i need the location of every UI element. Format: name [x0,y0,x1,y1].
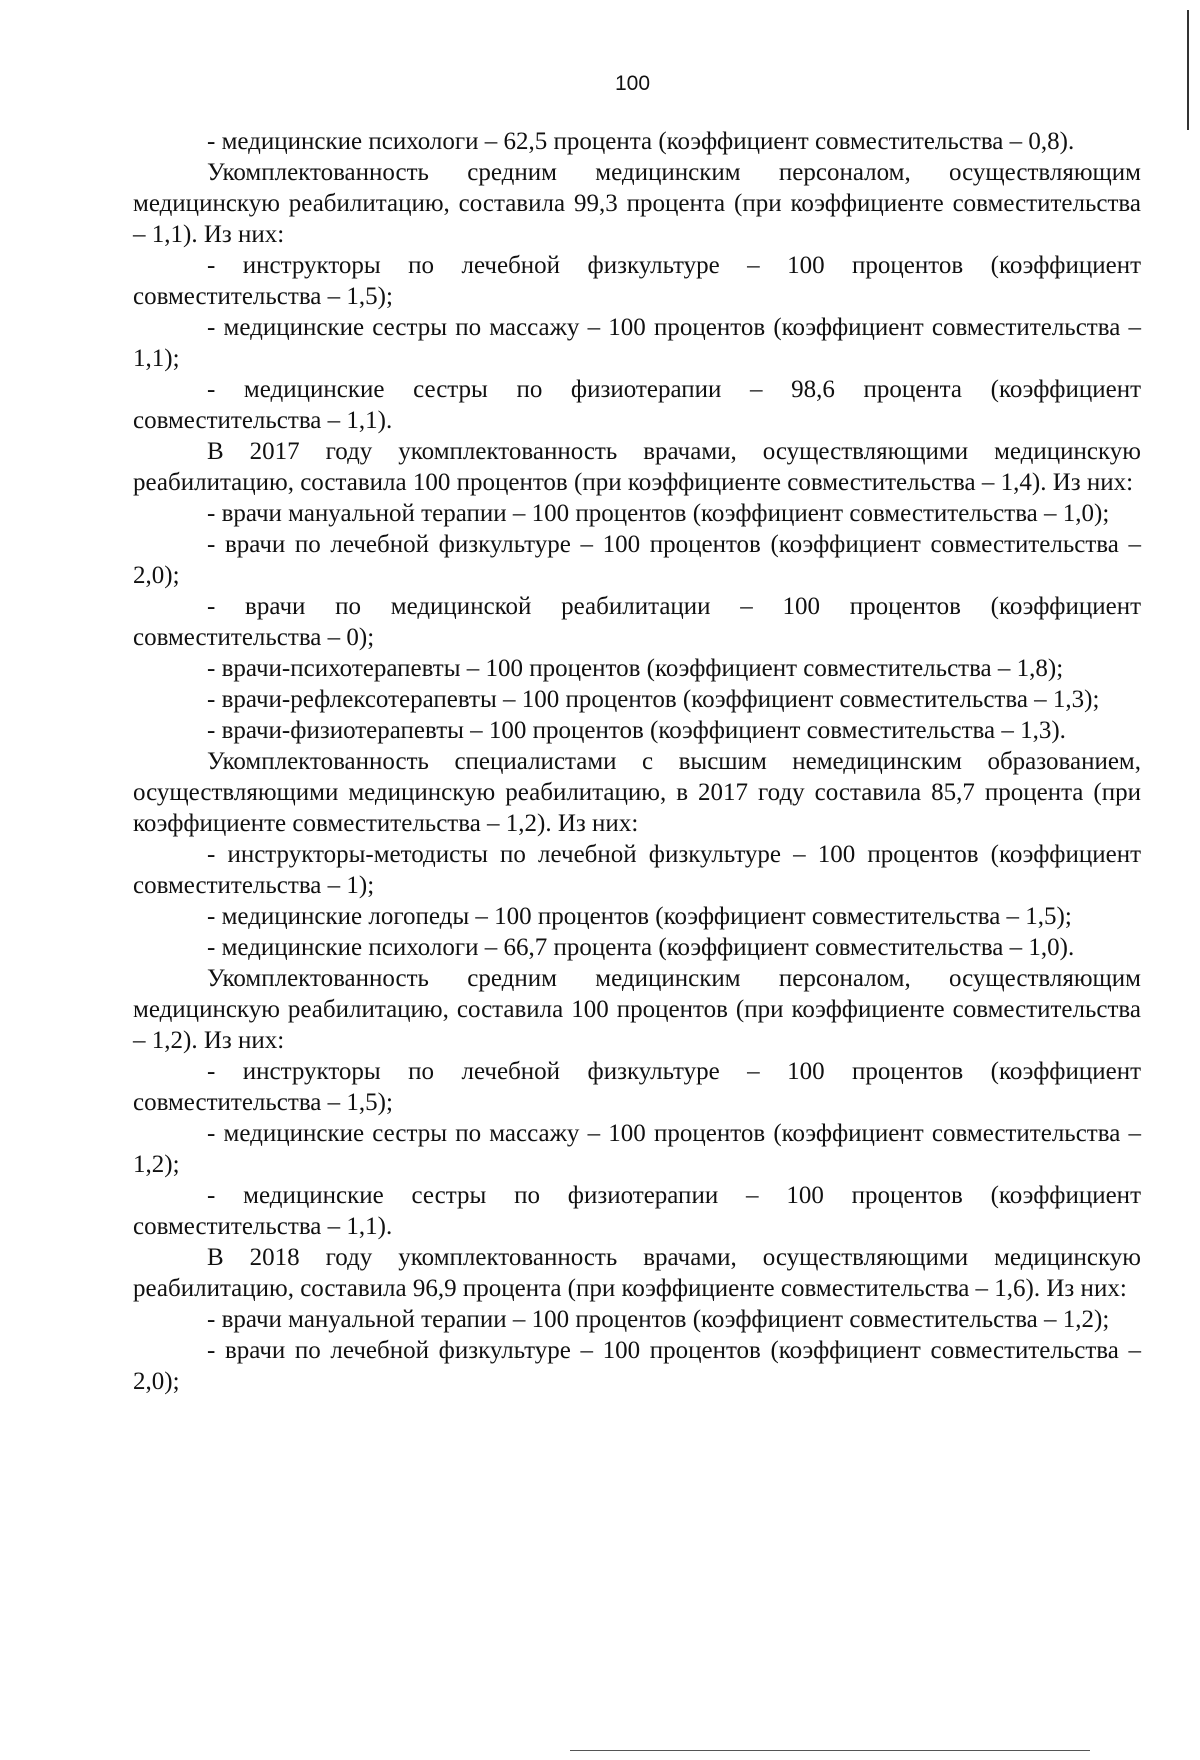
paragraph: - врачи-физиотерапевты – 100 процентов (коэффициент совместительства – 1,3). [207,717,1066,744]
paragraph: - врачи мануальной терапии – 100 процентов (коэффициент совместительства – 1,2); [207,1306,1110,1333]
document-body [133,126,1141,1397]
paragraph: - инструкторы по лечебной физкультуре – 100 процентов (коэффициент совместительства – 1,5); [133,1058,1141,1116]
paragraph: В 2017 году укомплектованность врачами, осуществляющими медицинскую реабилитацию, составила 100 процентов (при коэффициенте совместительства – 1,4). Из них: [133,438,1141,496]
paragraph: - врачи мануальной терапии – 100 процентов (коэффициент совместительства – 1,0); [207,500,1110,527]
paragraph: Укомплектованность средним медицинским персоналом, осуществляющим медицинскую реабилитацию, составила 99,3 процента (при коэффициенте совместительства – 1,1). Из них: [133,159,1141,248]
paragraph: В 2018 году укомплектованность врачами, осуществляющими медицинскую реабилитацию, составила 96,9 процента (при коэффициенте совместительства – 1,6). Из них: [133,1244,1141,1302]
paragraph: - врачи-психотерапевты – 100 процентов (коэффициент совместительства – 1,8); [207,655,1064,682]
paragraph: - врачи по лечебной физкультуре – 100 процентов (коэффициент совместительства – 2,0); [133,531,1141,589]
paragraph: Укомплектованность специалистами с высшим немедицинским образованием, осуществляющими медицинскую реабилитацию, в 2017 году составила 85,7 процента (при коэффициенте совместительства – 1,2). Из них: [133,748,1141,837]
paragraph: - медицинские сестры по физиотерапии – 100 процентов (коэффициент совместительства – 1,1). [133,1182,1141,1240]
paragraph: - медицинские сестры по массажу – 100 процентов (коэффициент совместительства – 1,2); [133,1120,1141,1178]
scan-edge-line [1187,10,1189,130]
paragraph: - инструкторы-методисты по лечебной физкультуре – 100 процентов (коэффициент совместительства – 1); [133,841,1141,899]
paragraph: - врачи-рефлексотерапевты – 100 процентов (коэффициент совместительства – 1,3); [207,686,1100,713]
paragraph: Укомплектованность средним медицинским персоналом, осуществляющим медицинскую реабилитацию, составила 100 процентов (при коэффициенте совместительства – 1,2). Из них: [133,965,1141,1054]
paragraph: - медицинские сестры по физиотерапии – 98,6 процента (коэффициент совместительства – 1,1). [133,376,1141,434]
paragraph: - медицинские сестры по массажу – 100 процентов (коэффициент совместительства – 1,1); [133,314,1141,372]
paragraph: - врачи по медицинской реабилитации – 100 процентов (коэффициент совместительства – 0); [133,593,1141,651]
page-number: 100 [614,72,651,95]
scan-bottom-line [570,1750,1090,1751]
paragraph: - инструкторы по лечебной физкультуре – 100 процентов (коэффициент совместительства – 1,5); [133,252,1141,310]
paragraph: - медицинские психологи – 66,7 процента (коэффициент совместительства – 1,0). [207,934,1075,961]
paragraph: - врачи по лечебной физкультуре – 100 процентов (коэффициент совместительства – 2,0); [133,1337,1141,1395]
paragraph: - медицинские логопеды – 100 процентов (коэффициент совместительства – 1,5); [207,903,1072,930]
paragraph: - медицинские психологи – 62,5 процента (коэффициент совместительства – 0,8). [207,128,1075,155]
